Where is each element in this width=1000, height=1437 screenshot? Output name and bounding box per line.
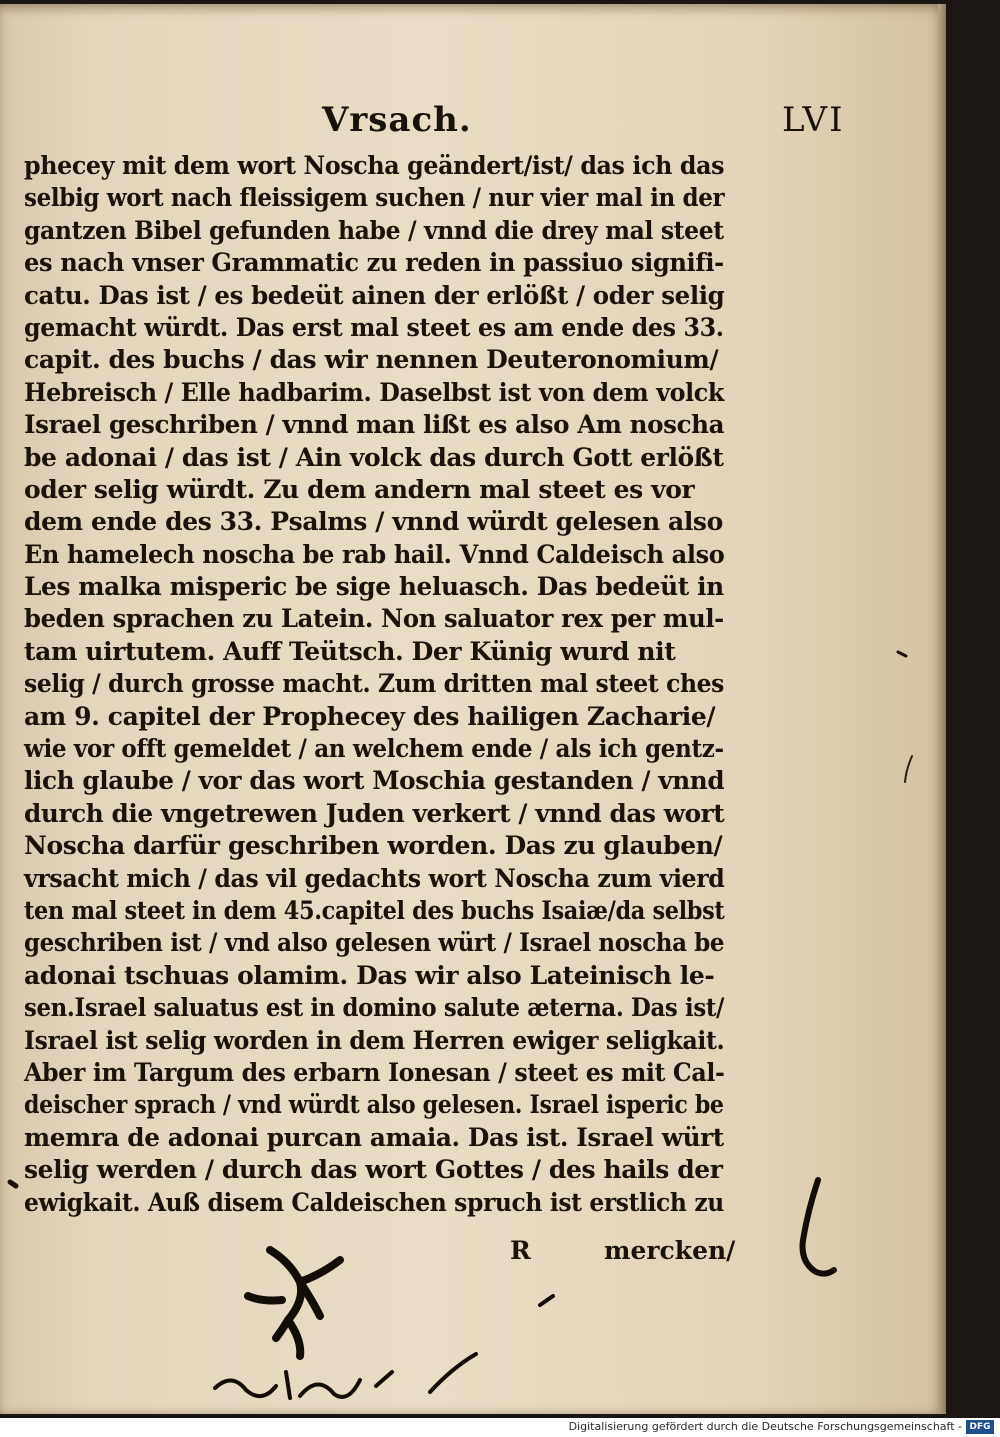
text-line: memra de adonai purcan amaia. Das ist. Israel würt	[24, 1122, 724, 1152]
page-edge	[938, 4, 946, 1414]
funding-credit: Digitalisierung gefördert durch die Deutsche Forschungsgemeinschaft -	[568, 1420, 962, 1433]
body-text	[24, 150, 724, 1219]
text-line: oder selig würdt. Zu dem andern mal steet es vor	[24, 474, 695, 504]
text-line: Aber im Targum des erbarn Ionesan / steet es mit Cal-	[24, 1057, 725, 1087]
text-line: sen.Israel saluatus est in domino salute æterna. Das ist/	[24, 993, 724, 1023]
text-line: gemacht würdt. Das erst mal steet es am ende des 33.	[24, 312, 724, 342]
text-line: adonai tschuas olamim. Das wir also Lateinisch le-	[24, 960, 715, 990]
signature-mark: R	[510, 1236, 531, 1265]
footer-bar	[0, 1418, 1000, 1437]
text-line: dem ende des 33. Psalms / vnnd würdt gelesen also	[24, 507, 723, 537]
text-line: ten mal steet in dem 45.capitel des buchs Isaiæ/da selbst	[24, 895, 725, 925]
text-line: catu. Das ist / es bedeüt ainen der erlößt / oder selig	[24, 280, 725, 310]
catchword: mercken/	[604, 1236, 736, 1265]
text-line: geschriben ist / vnd also gelesen würt / Israel noscha be	[24, 928, 725, 958]
text-line: Noscha darfür geschriben worden. Das zu glauben/	[24, 831, 723, 861]
catchword-line	[510, 1236, 736, 1272]
text-line: Israel geschriben / vnnd man lißt es also Am noscha	[24, 410, 725, 440]
running-head: Vrsach.	[322, 100, 472, 140]
text-line: vrsacht mich / das vil gedachts wort Noscha zum vierd	[24, 863, 725, 893]
text-line: selig werden / durch das wort Gottes / des hails der	[24, 1155, 723, 1185]
text-line: am 9. capitel der Prophecey des hailigen Zacharie/	[24, 701, 716, 731]
text-line: wie vor offt gemeldet / an welchem ende / als ich gentz-	[24, 734, 724, 764]
text-line: durch die vngetrewen Juden verkert / vnnd das wort	[24, 798, 725, 828]
text-line: Les malka misperic be sige heluasch. Das bedeüt in	[24, 572, 724, 602]
page-header	[0, 100, 944, 148]
text-line: lich glaube / vor das wort Moschia gestanden / vnnd	[24, 766, 725, 796]
text-line: deischer sprach / vnd würdt also gelesen. Israel isperic be	[24, 1090, 724, 1120]
text-line: phecey mit dem wort Noscha geändert/ist/ das ich das	[24, 151, 725, 180]
text-line: tam uirtutem. Auff Teütsch. Der Künig wurd nit	[24, 636, 676, 666]
folio-number: LVI	[782, 100, 845, 140]
text-line: Hebreisch / Elle hadbarim. Daselbst ist von dem volck	[24, 377, 724, 407]
text-line: selig / durch grosse macht. Zum dritten mal steet ches	[24, 669, 724, 699]
text-line: be adonai / das ist / Ain volck das durch Gott erlößt	[24, 442, 724, 472]
text-line: En hamelech noscha be rab hail. Vnnd Caldeisch also	[24, 539, 725, 569]
text-line: selbig wort nach fleissigem suchen / nur vier mal in der	[24, 183, 725, 213]
text-line: gantzen Bibel gefunden habe / vnnd die drey mal steet	[24, 215, 724, 245]
text-line: es nach vnser Grammatic zu reden in passiuo signifi-	[24, 248, 724, 278]
text-line: beden sprachen zu Latein. Non saluator rex per mul-	[24, 604, 724, 634]
text-line: Israel ist selig worden in dem Herren ewiger seligkait.	[24, 1025, 725, 1055]
text-line: capit. des buchs / das wir nennen Deuteronomium/	[24, 345, 719, 375]
text-line: ewigkait. Auß disem Caldeischen spruch ist erstlich zu	[24, 1187, 724, 1217]
dfg-logo: DFG	[966, 1420, 994, 1434]
